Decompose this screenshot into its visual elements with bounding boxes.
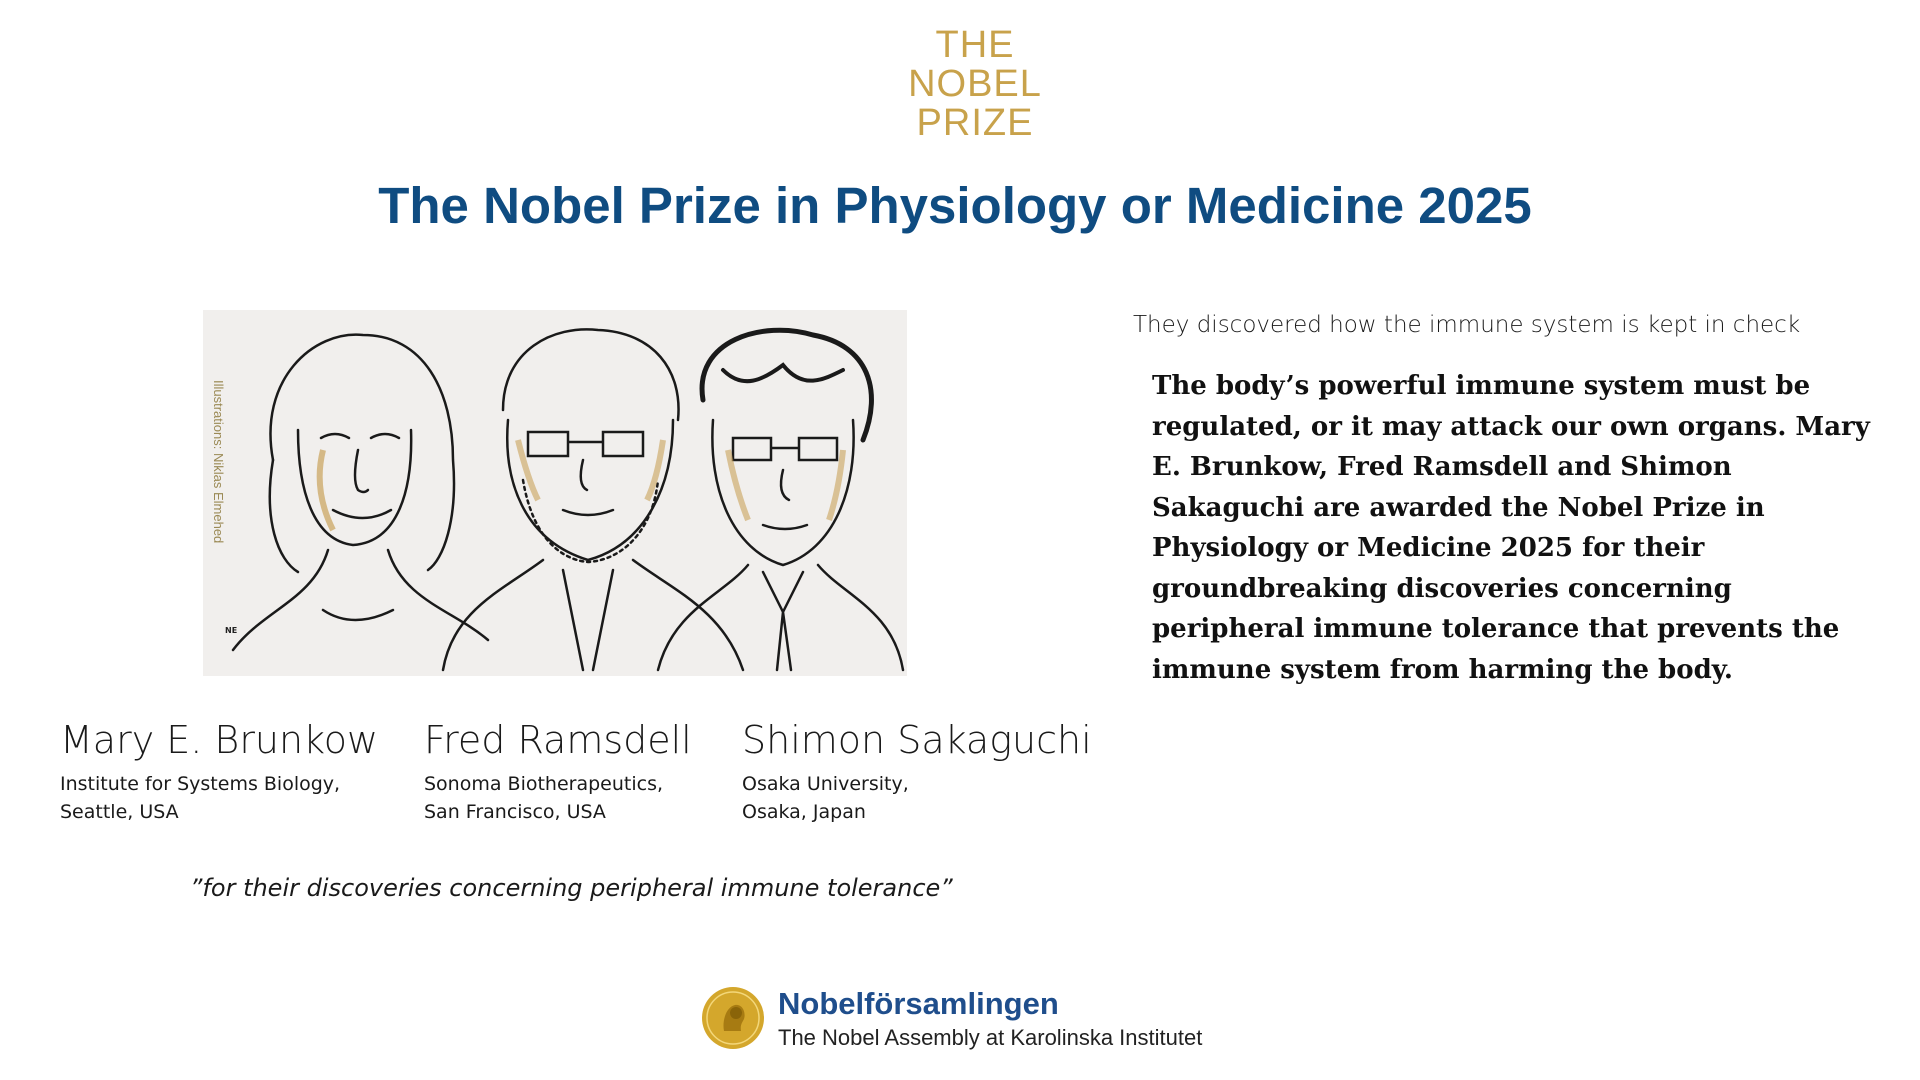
illustration-credit: Illustrations: Niklas Elmehed [211,380,226,544]
nobel-prize-logo [900,26,1050,143]
portrait-brunkow [233,335,488,650]
affiliation-line: San Francisco, USA [424,801,606,823]
affiliation-line: Osaka University, [742,773,909,795]
laureate-affiliation-brunkow [60,770,340,826]
nobel-medal-icon [700,985,766,1051]
laureate-affiliation-sakaguchi [742,770,909,826]
affiliation-line: Osaka, Japan [742,801,866,823]
laureates-illustration [203,310,907,676]
logo-line-the: THE [935,24,1015,66]
assembly-subtitle: The Nobel Assembly at Karolinska Institutet [778,1025,1203,1050]
illustrator-signature: NE [225,626,238,635]
page-title: The Nobel Prize in Physiology or Medicine 2025 [378,177,1532,234]
discovery-summary: The body’s powerful immune system must be regulated, or it may attack our own organs. Mary E. Brunkow, Fred Ramsdell and Shimon Sakaguchi are awarded the Nobel Prize in Physiology or Medicine 2025 for their groundbreaking discoveries concerning peripheral immune tolerance that prevents the immune system from harming the body. [1152,371,1870,685]
portrait-sakaguchi [658,330,903,670]
prize-citation: ”for their discoveries concerning peripheral immune tolerance” [190,874,953,902]
affiliation-line: Seattle, USA [60,801,179,823]
logo-line-nobel: NOBEL [908,63,1042,105]
assembly-name: Nobelförsamlingen [778,986,1059,1021]
affiliation-line: Sonoma Biotherapeutics, [424,773,664,795]
nobel-assembly-logo [700,985,1245,1053]
laureate-name-ramsdell: Fred Ramsdell [424,718,692,762]
laureate-name-sakaguchi: Shimon Sakaguchi [742,718,1092,762]
logo-line-prize: PRIZE [916,102,1034,144]
portrait-ramsdell [443,329,743,670]
affiliation-line: Institute for Systems Biology, [60,773,341,795]
laureate-affiliation-ramsdell [424,770,663,826]
laureate-name-brunkow: Mary E. Brunkow [60,718,379,762]
laureates-portrait-drawing [203,310,907,676]
discovery-subtitle: They discovered how the immune system is kept in check [1133,312,1801,338]
